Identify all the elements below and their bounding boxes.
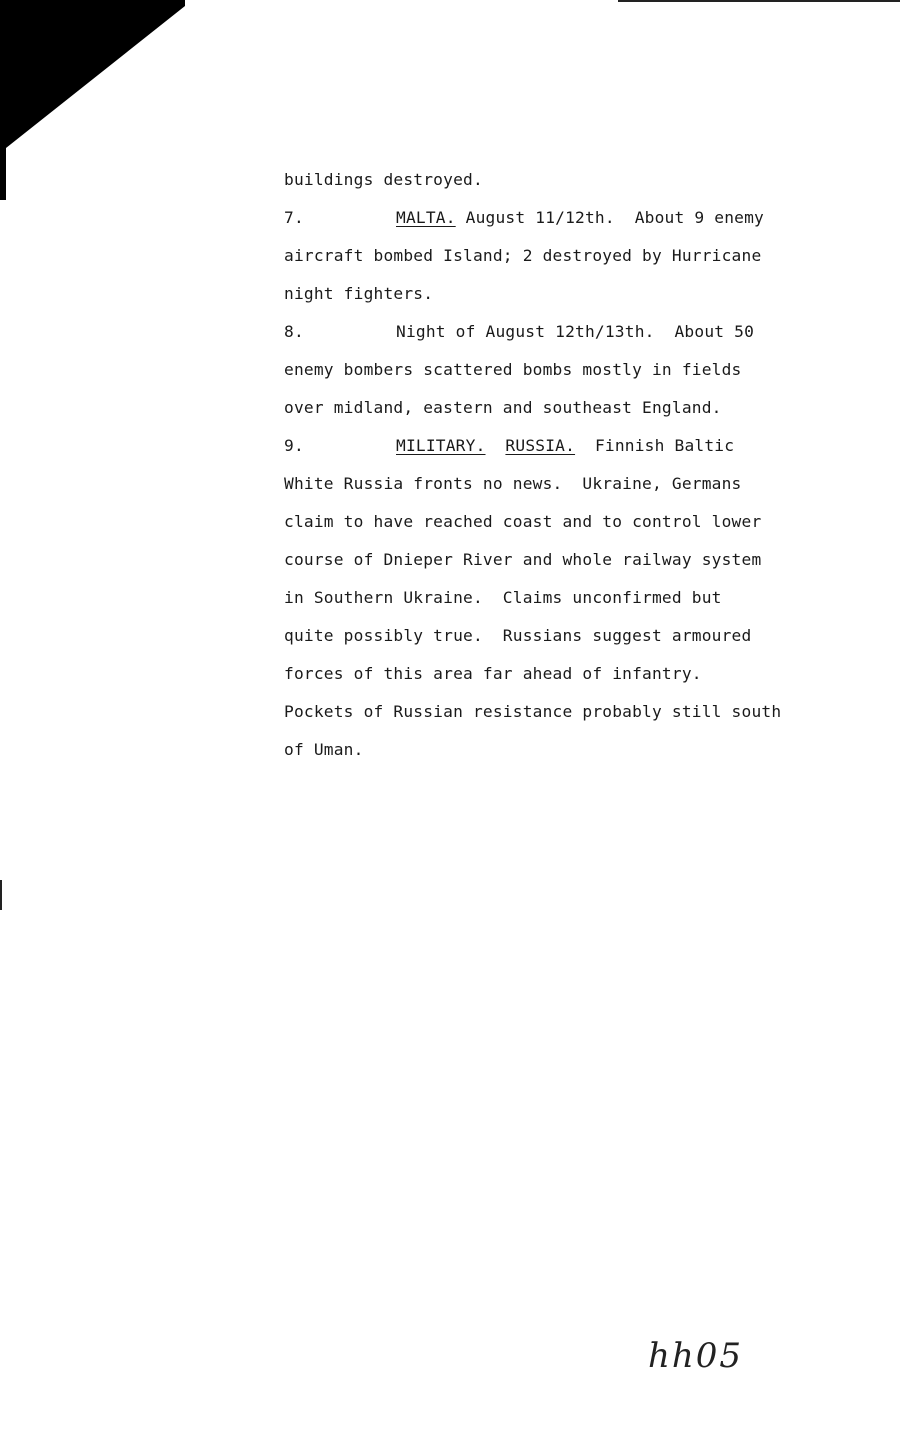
text-line (284, 240, 874, 278)
paragraph-number: 9. (284, 436, 304, 455)
text-segment: aircraft bombed Island; 2 destroyed by Hurricane (284, 246, 762, 265)
text-segment: Pockets of Russian resistance probably still south (284, 702, 782, 721)
text-line (284, 354, 874, 392)
underlined-heading: MALTA. (396, 208, 456, 227)
text-segment: in Southern Ukraine. Claims unconfirmed but (284, 588, 722, 607)
text-segment: claim to have reached coast and to control lower (284, 512, 762, 531)
text-segment: Night of August 12th/13th. About 50 (396, 322, 755, 341)
text-line (284, 278, 874, 316)
scan-corner-shadow (0, 0, 200, 200)
text-line (284, 506, 874, 544)
text-segment: night fighters. (284, 284, 434, 303)
text-line (284, 582, 874, 620)
text-segment (486, 436, 506, 455)
text-line (284, 468, 874, 506)
text-segment: Finnish Baltic (575, 436, 735, 455)
text-line (284, 620, 874, 658)
text-segment: White Russia fronts no news. Ukraine, Germans (284, 474, 742, 493)
paragraph-number: 8. (284, 322, 304, 341)
text-line (284, 392, 874, 430)
text-line (284, 202, 874, 240)
text-segment: buildings destroyed. (284, 170, 483, 189)
text-segment: quite possibly true. Russians suggest armoured (284, 626, 752, 645)
text-segment: August 11/12th. About 9 enemy (455, 208, 765, 227)
underlined-heading: RUSSIA. (505, 436, 576, 455)
text-line (284, 734, 874, 772)
scan-left-edge-mark (0, 880, 2, 910)
document-body (284, 164, 874, 772)
text-segment: of Uman. (284, 740, 364, 759)
text-line (284, 430, 874, 468)
underlined-heading: MILITARY. (396, 436, 486, 455)
text-segment: over midland, eastern and southeast England. (284, 398, 722, 417)
text-line (284, 696, 874, 734)
text-segment: enemy bombers scattered bombs mostly in fields (284, 360, 742, 379)
text-line (284, 544, 874, 582)
text-line (284, 658, 874, 696)
text-segment: course of Dnieper River and whole railway system (284, 550, 762, 569)
text-segment: forces of this area far ahead of infantry. (284, 664, 702, 683)
paragraph-number: 7. (284, 208, 304, 227)
scan-top-edge-line (618, 0, 900, 2)
text-line (284, 316, 874, 354)
text-line (284, 164, 874, 202)
handwritten-page-number: hh05 (648, 1336, 744, 1376)
